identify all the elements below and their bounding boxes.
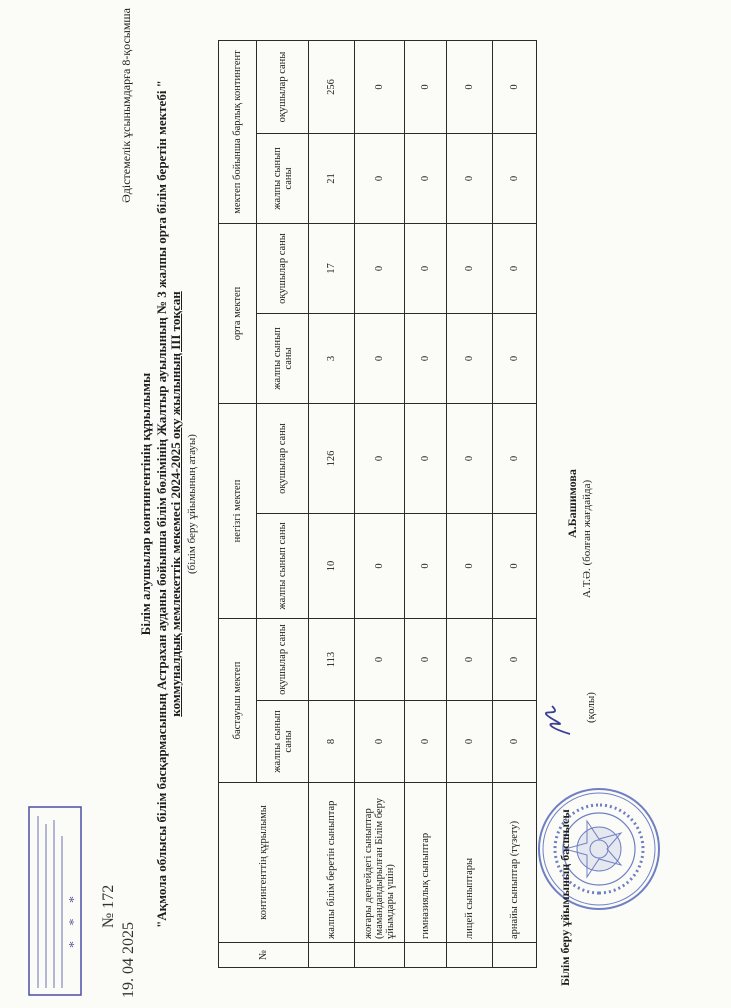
registration-number: № 172 [100, 884, 117, 928]
table-cell: 0 [493, 619, 537, 701]
table-cell: 10 [309, 514, 355, 619]
table-cell: 8 [309, 701, 355, 783]
table-cell: 0 [355, 514, 405, 619]
table-cell: 0 [405, 619, 447, 701]
table-cell: 113 [309, 619, 355, 701]
table-cell: 0 [447, 404, 493, 514]
table-cell: 0 [355, 314, 405, 404]
header-row-groups [219, 41, 257, 968]
table-cell: 0 [355, 41, 405, 134]
table-cell: 0 [355, 224, 405, 314]
leader-name-caption: А.Т.Ә. (болған жағдайда) [581, 479, 593, 598]
table-cell: 3 [309, 314, 355, 404]
table-cell: 0 [447, 224, 493, 314]
group-header-basic: негізгі мектеп [219, 404, 257, 619]
table-cell: 0 [447, 514, 493, 619]
col-no-header: № [219, 943, 309, 968]
organization-caption: (білім беру ұйымының атауы) [186, 434, 198, 574]
subheader-students: оқушылар саны [257, 404, 309, 514]
group-header-primary: бастауыш мектеп [219, 619, 257, 783]
annex-note: Әдістемелік ұсынымдарға 8-қосымша [119, 8, 133, 203]
table-cell: 0 [493, 701, 537, 783]
table-row [355, 41, 405, 968]
table-cell: 256 [309, 41, 355, 134]
table-cell: 0 [447, 701, 493, 783]
table-cell: 0 [493, 41, 537, 134]
leader-label: Білім беру ұйымының басшысы [558, 809, 572, 986]
table-cell: 0 [447, 41, 493, 134]
subheader-classes: жалпы сынып саны [257, 314, 309, 404]
row-label: лицей сыныптары [447, 783, 493, 943]
row-label: гимназиялық сыныптар [405, 783, 447, 943]
table-cell: 0 [405, 314, 447, 404]
group-header-secondary: орта мектеп [219, 224, 257, 404]
table-cell: 0 [355, 619, 405, 701]
table-cell: 0 [447, 314, 493, 404]
table-cell: 0 [493, 404, 537, 514]
table-cell: 126 [309, 404, 355, 514]
leader-name: А.Башимова [565, 469, 579, 538]
table-cell: 0 [405, 224, 447, 314]
contingent-table [218, 40, 537, 968]
organization-subtitle [168, 0, 184, 1008]
signature-icon [540, 700, 576, 740]
subheader-students: оқушылар саны [257, 41, 309, 134]
organization-subtitle-text: коммуналдық мемлекеттік мекемесі 2024-2025 оқу жылының III тоқсан [168, 291, 183, 717]
table-row [493, 41, 537, 968]
table-row [405, 41, 447, 968]
table-cell: 0 [355, 701, 405, 783]
group-header-total: мектеп бойынша барлық контингент [219, 41, 257, 224]
registration-date: 19. 04 2025 [120, 922, 137, 998]
table-cell: 0 [493, 314, 537, 404]
row-label: жалпы білім беретін сыныптар [309, 783, 355, 943]
col-structure-header: контингенттің құрылымы [219, 783, 309, 943]
table-cell: 0 [493, 514, 537, 619]
table-row [309, 41, 355, 968]
table-cell: 17 [309, 224, 355, 314]
table-cell: 0 [405, 41, 447, 134]
document-title: Білім алушылар контингентінің құрылымы [138, 372, 153, 636]
row-label: жоғары деңгейдегі сыныптар (мамандандырылған Білім беру ұйымдары үшін) [355, 783, 405, 943]
table-cell: 0 [493, 134, 537, 224]
row-label: арнайы сыныптар (түзету) [493, 783, 537, 943]
table-cell: 21 [309, 134, 355, 224]
table-cell: 0 [405, 134, 447, 224]
subheader-students: оқушылар саны [257, 224, 309, 314]
subheader-classes: жалпы сынып саны [257, 701, 309, 783]
subheader-classes: жалпы сынып саны [257, 134, 309, 224]
signature-caption: (қолы) [585, 692, 597, 723]
table-cell: 0 [405, 701, 447, 783]
subheader-classes: жалпы сынып саны [257, 514, 309, 619]
organization-title: "Ақмола облысы білім басқармасының Астрахан ауданы бойынша білім бөлімінің Жалтыр ауылының № 3 жалпы орта білім беретін мектебі " [154, 80, 169, 928]
official-seal-icon [535, 785, 663, 913]
table-cell: 0 [405, 404, 447, 514]
table-cell: 0 [355, 134, 405, 224]
table-cell: 0 [493, 224, 537, 314]
stamp-stars: * * * [67, 890, 82, 948]
table-cell: 0 [355, 404, 405, 514]
table-cell: 0 [447, 134, 493, 224]
subheader-students: оқушылар саны [257, 619, 309, 701]
table-row [447, 41, 493, 968]
table-cell: 0 [405, 514, 447, 619]
table-cell: 0 [447, 619, 493, 701]
